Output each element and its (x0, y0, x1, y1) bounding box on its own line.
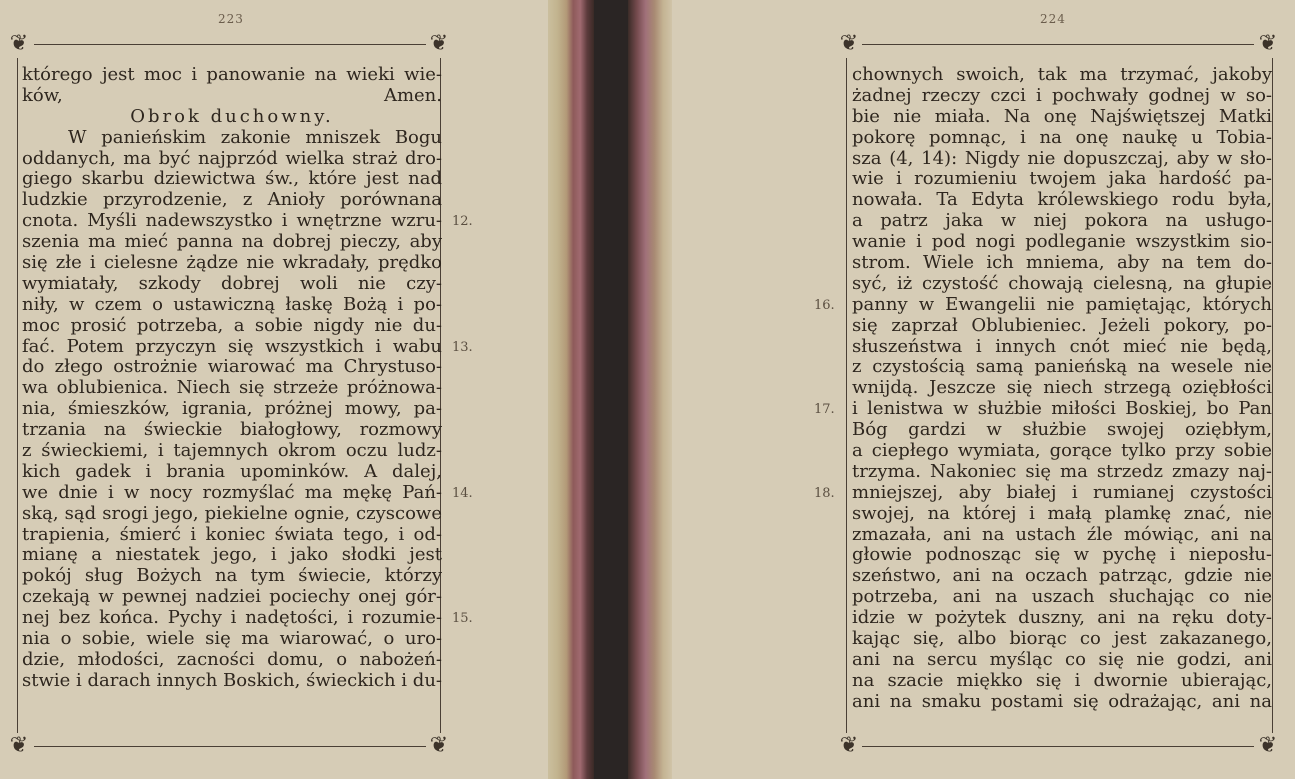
text-line: szeństwo, ani na oczach patrząc, gdzie nie (852, 565, 1272, 587)
text-line: nia o sobie, wiele się ma wiarować, o uro- (22, 628, 442, 650)
corner-ornament-icon: ❦ (1258, 31, 1278, 56)
corner-ornament-icon: ❦ (1258, 733, 1278, 758)
text-line: Obrok duchowny. (130, 105, 334, 127)
text-line: cnota. Myśli nadewszystko i wnętrzne wzru- (22, 210, 442, 232)
text-line: kając się, albo biorąc co jest zakazanego, (852, 628, 1272, 650)
corner-ornament-icon: ❦ (429, 733, 449, 758)
text-line: syć, iż czystość chowają cielesną, na głupie (852, 272, 1272, 294)
text-line: nej bez końca. Pychy i nadętości, i rozumie- (22, 607, 442, 629)
text-line: pokorę pomnąc, i na onę naukę u Tobia- (852, 126, 1272, 148)
verse-number: 13. (452, 339, 473, 355)
text-line: chownych swoich, tak ma trzymać, jakoby (852, 64, 1272, 85)
left-page-text (22, 65, 442, 692)
corner-ornament-icon: ❦ (839, 733, 859, 758)
corner-ornament-icon: ❦ (9, 31, 29, 56)
left-top-rule (34, 44, 426, 45)
right-outer-rule (1272, 58, 1273, 733)
text-line: fać. Potem przyczyn się wszystkich i wabu (22, 335, 442, 357)
text-line: głowie podnosząc się w pychę i nieposłu- (852, 544, 1272, 566)
text-line: wie i rozumieniu twojem jaka hardość pa- (852, 168, 1272, 190)
text-line: oddanych, ma być najprzód wielka straż dro- (22, 147, 442, 169)
text-line: potrzeba, ani na uszach słuchając co nie (852, 586, 1272, 608)
text-line: ludzkie przyrodzenie, z Anioły porównana (22, 189, 442, 211)
text-line: z świeckiemi, i tajemnych okrom oczu ludz- (22, 440, 442, 462)
text-line: nia, śmieszków, igrania, próżnej mowy, pa- (22, 398, 442, 420)
text-line: nowała. Ta Edyta królewskiego rodu była, (852, 189, 1272, 211)
text-line: i lenistwa w służbie miłości Boskiej, bo Pan (852, 398, 1272, 420)
text-line: mianę a niestatek jego, i jako słodki jest (22, 544, 442, 566)
text-line: wanie i pod nogi podleganie wszystkim sio- (852, 231, 1272, 253)
text-line: słuszeństwa i innych cnót mieć nie będą, (852, 335, 1272, 357)
corner-ornament-icon: ❦ (9, 733, 29, 758)
text-line: którego jest moc i panowanie na wieki wie- (22, 64, 442, 85)
text-line: dzie, młodości, zacności domu, o nabożeń- (22, 648, 442, 670)
text-line: ków, Amen. (22, 84, 442, 106)
text-line: kich gadek i brania upominków. A dalej, (22, 460, 442, 482)
text-line: swojej, na której i małą plamkę znać, nie (852, 502, 1272, 524)
page-number-right: 224 (1040, 12, 1066, 26)
text-line: moc prosić potrzeba, a sobie nigdy nie du- (22, 314, 442, 336)
text-line: trzyma. Nakoniec się ma strzedz zmazy naj- (852, 460, 1272, 482)
text-line: bie nie miała. Na onę Najświętszej Matki (852, 105, 1272, 127)
text-line: trapienia, śmierć i koniec świata tego, i od- (22, 523, 442, 545)
text-line: giego skarbu dziewictwa św., które jest nad (22, 168, 442, 190)
text-line: ską, sąd srogi jego, piekielne ognie, czyscowe (22, 502, 442, 524)
text-line: szenia ma mieć panna na dobrej pieczy, aby (22, 231, 442, 253)
verse-number: 16. (814, 297, 835, 313)
book-spine-gap (594, 0, 628, 779)
text-line: we dnie i w nocy rozmyślać ma mękę Pań- (22, 481, 442, 503)
left-page-edges (548, 0, 594, 779)
verse-number: 17. (814, 402, 835, 418)
text-line: stwie i darach innych Boskich, świeckich i du- (22, 669, 442, 691)
text-line: W panieńskim zakonie mniszek Bogu (68, 126, 442, 148)
right-page-text (852, 65, 1272, 713)
page-number-left: 223 (218, 12, 244, 26)
text-line: wa oblubienica. Niech się strzeże próżnowa- (22, 377, 442, 399)
left-outer-rule (17, 58, 18, 733)
corner-ornament-icon: ❦ (429, 31, 449, 56)
text-line: wnijdą. Jeszcze się niech strzegą oziębłości (852, 377, 1272, 399)
right-bottom-rule (862, 746, 1254, 747)
verse-number: 14. (452, 486, 473, 501)
text-line: strom. Wiele ich mniema, aby na tem do- (852, 252, 1272, 274)
corner-ornament-icon: ❦ (839, 31, 859, 56)
right-page-edges (628, 0, 672, 779)
left-bottom-rule (34, 746, 426, 747)
text-line: ani na smaku postami się odrażając, ani na (852, 690, 1272, 712)
text-line: na szacie miękko się i dwornie ubierając, (852, 669, 1272, 691)
text-line: trzania na świeckie białogłowy, rozmowy (22, 419, 442, 441)
verse-number: 15. (452, 611, 473, 627)
text-line: Bóg gardzi w służbie swojej oziębłym, (852, 419, 1272, 441)
text-line: się zaprzał Oblubieniec. Jeżeli pokory, po- (852, 314, 1272, 336)
text-line: zmazała, ani na ustach źle mówiąc, ani na (852, 523, 1272, 545)
text-line: się złe i cielesne żądze nie wkradały, prędko (22, 252, 442, 274)
text-line: czekają w pewnej nadziei pociechy onej gór- (22, 586, 442, 608)
text-line: do złego ostrożnie wiarować ma Chrystuso- (22, 356, 442, 378)
text-line: a ciepłego wymiata, gorące tylko przy sobie (852, 440, 1272, 462)
text-line: pokój sług Bożych na tym świecie, którzy (22, 565, 442, 587)
verse-number: 12. (452, 214, 473, 230)
verse-number: 18. (814, 486, 835, 501)
text-line: żadnej rzeczy czci i pochwały godnej w so- (852, 84, 1272, 106)
text-line: niły, w czem o ustawiczną łaskę Bożą i po- (22, 293, 442, 315)
text-line: ani na sercu myśląc co się nie godzi, ani (852, 648, 1272, 670)
right-inner-rule (846, 58, 847, 733)
text-line: mniejszej, aby białej i rumianej czystości (852, 481, 1272, 503)
text-line: z czystością samą panieńską na wesele nie (852, 356, 1272, 378)
right-top-rule (862, 44, 1254, 45)
text-line: idzie w pożytek duszny, ani na ręku doty- (852, 607, 1272, 629)
text-line: sza (4, 14): Nigdy nie dopuszczaj, aby w sło- (852, 147, 1272, 169)
text-line: panny w Ewangelii nie pamiętając, których (852, 293, 1272, 315)
text-line: wymiatały, szkody dobrej woli nie czy- (22, 272, 442, 294)
text-line: a patrz jaka w niej pokora na usługo- (852, 210, 1272, 232)
